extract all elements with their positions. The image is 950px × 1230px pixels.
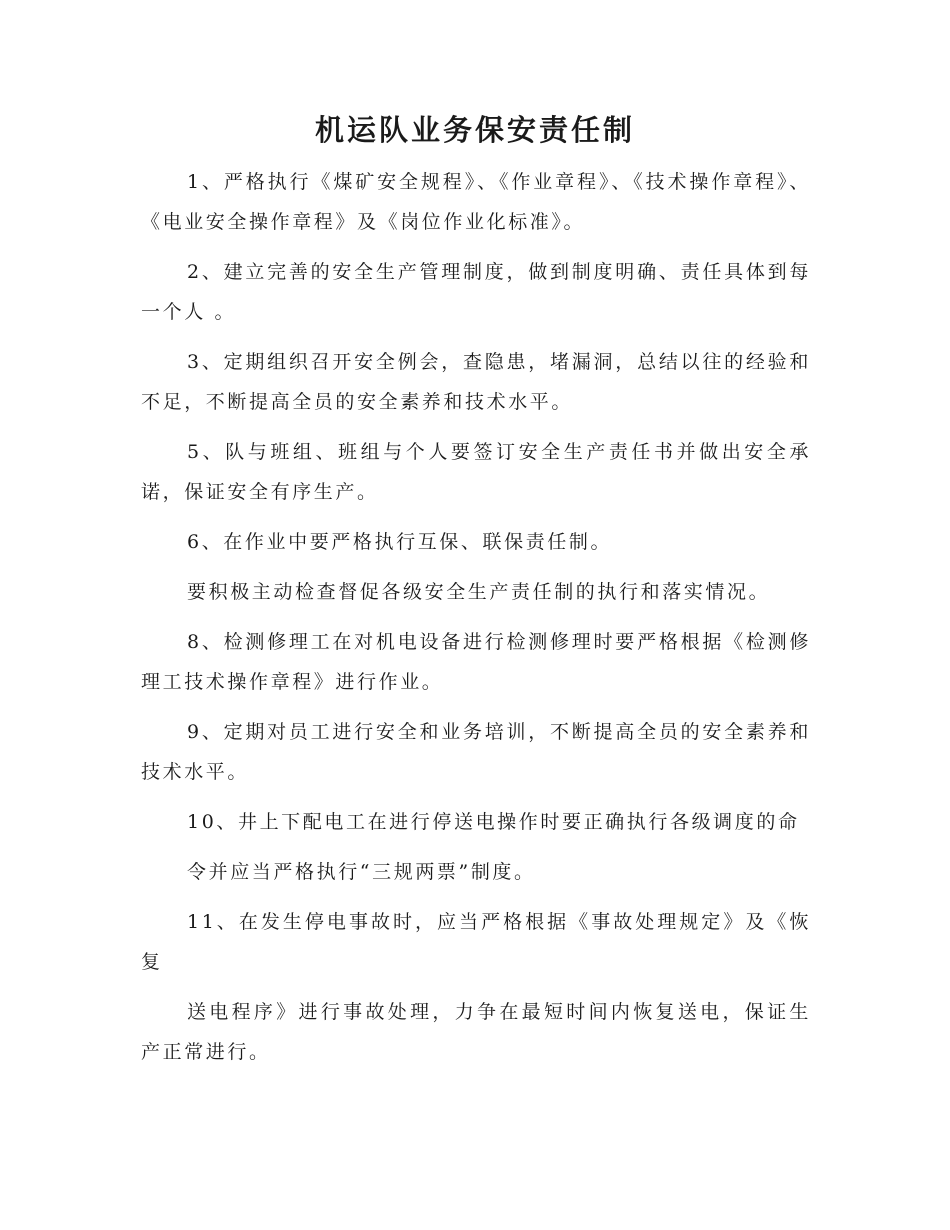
paragraph-8: 8、检测修理工在对机电设备进行检测修理时要严格根据《检测修理工技术操作章程》进行作业。 <box>141 631 811 693</box>
paragraph-3: 3、定期组织召开安全例会，查隐患，堵漏洞，总结以往的经验和不足，不断提高全员的安全素养和技术水平。 <box>141 351 811 413</box>
paragraph-5: 5、队与班组、班组与个人要签订安全生产责任书并做出安全承诺，保证安全有序生产。 <box>141 441 811 503</box>
document-title: 机运队业务保安责任制 <box>314 113 635 147</box>
paragraph-10-part-2: 令并应当严格执行“三规两票”制度。 <box>187 861 536 883</box>
paragraph-2: 2、建立完善的安全生产管理制度，做到制度明确、责任具体到每一个人 。 <box>141 261 811 323</box>
paragraph-7: 要积极主动检查督促各级安全生产责任制的执行和落实情况。 <box>187 581 771 603</box>
paragraph-11-part-1: 11、在发生停电事故时，应当严格根据《事故处理规定》及《恢复 <box>141 911 811 973</box>
paragraph-11-part-2: 送电程序》进行事故处理，力争在最短时间内恢复送电，保证生产正常进行。 <box>141 1001 811 1063</box>
paragraph-6: 6、在作业中要严格执行互保、联保责任制。 <box>187 531 613 553</box>
paragraph-1: 1、严格执行《煤矿安全规程》、《作业章程》、《技术操作章程》、《电业安全操作章程》及《岗位作业化标准》。 <box>141 171 811 233</box>
document-body <box>141 162 811 1082</box>
paragraph-10-part-1: 10、井上下配电工在进行停送电操作时要正确执行各级调度的命 <box>187 811 800 833</box>
paragraph-9: 9、定期对员工进行安全和业务培训，不断提高全员的安全素养和技术水平。 <box>141 721 811 783</box>
